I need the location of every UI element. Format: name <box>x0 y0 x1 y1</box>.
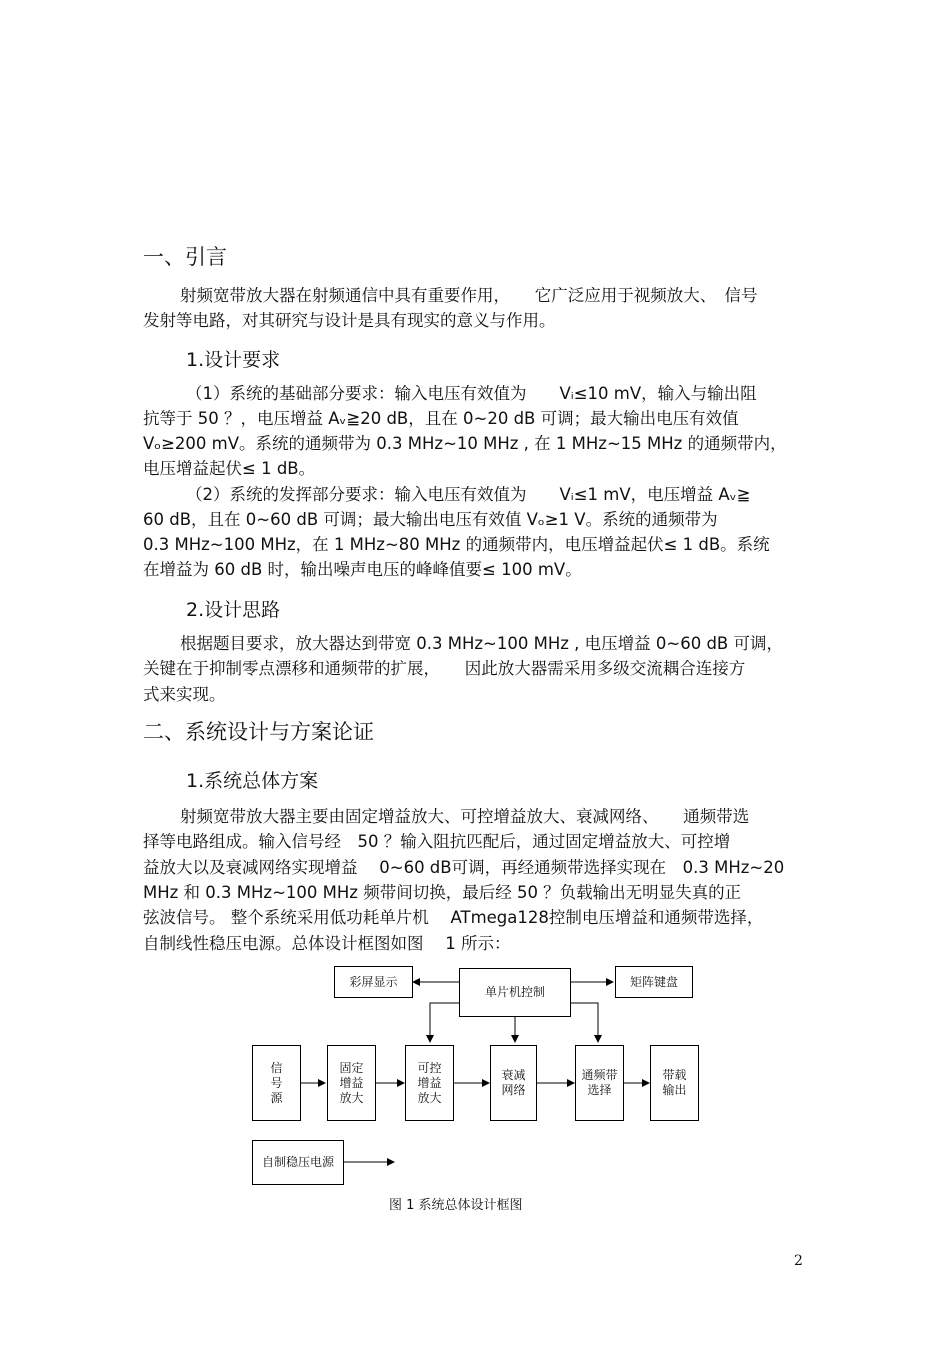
heading-requirements: 1.设计要求 <box>186 349 281 371</box>
box-fixed-gain-line: 放大 <box>339 1090 364 1105</box>
box-keyboard: 矩阵键盘 <box>615 966 693 998</box>
control-line-band <box>570 1003 598 1042</box>
box-load-output <box>650 1045 699 1121</box>
design-line-4: MHz 和 0.3 MHz~100 MHz 频带间切换，最后经 50 ？负载输出无明显失真的正 <box>143 883 742 902</box>
box-band-select-line: 通频带 <box>581 1068 618 1082</box>
box-controlled-gain-line: 增益 <box>417 1075 442 1090</box>
design-line-2: 择等电路组成。输入信号经 50 ？输入阻抗匹配后，通过固定增益放大、可控增 <box>143 832 731 851</box>
box-band-select-line: 选择 <box>587 1083 612 1097</box>
box-attenuation <box>490 1045 537 1121</box>
box-fixed-gain-line: 增益 <box>339 1075 364 1090</box>
heading-overall-scheme: 1.系统总体方案 <box>186 770 319 792</box>
box-controlled-gain <box>405 1045 454 1121</box>
heading-intro: 一、引言 <box>143 245 227 269</box>
heading-design-idea: 2.设计思路 <box>186 599 281 621</box>
design-line-6: 自制线性稳压电源。总体设计框图如图 1 所示： <box>143 934 511 953</box>
box-controlled-gain-line: 放大 <box>417 1090 442 1105</box>
intro-line-2: 发射等电路，对其研究与设计是具有现实的意义与作用。 <box>143 311 556 330</box>
box-signal-source-line: 信 <box>270 1060 283 1075</box>
req2-line-4: 在增益为 60 dB 时，输出噪声电压的峰峰值要≤ 100 mV。 <box>143 560 582 579</box>
box-fixed-gain <box>327 1045 376 1121</box>
box-fixed-gain-line: 固定 <box>339 1060 364 1075</box>
box-signal-source-line: 号 <box>270 1075 283 1090</box>
box-attenuation-line: 网络 <box>501 1083 526 1097</box>
box-power-supply: 自制稳压电源 <box>252 1140 344 1185</box>
control-line-fixed-gain <box>430 1003 459 1042</box>
box-signal-source-line: 源 <box>270 1090 283 1105</box>
box-load-output-line: 输出 <box>662 1083 687 1097</box>
box-band-select <box>575 1045 624 1121</box>
design-line-5: 弦波信号。 整个系统采用低功耗单片机 ATmega128控制电压增益和通频带选择， <box>143 908 764 927</box>
intro-line-1: 射频宽带放大器在射频通信中具有重要作用， 它广泛应用于视频放大、 信号 <box>180 286 758 305</box>
box-controlled-gain-line: 可控 <box>417 1060 442 1075</box>
req1-line-2: 抗等于 50 ？，电压增益 Aᵥ≧20 dB，且在 0~20 dB 可调；最大输出电压有效值 <box>143 409 739 428</box>
box-attenuation-line: 衰减 <box>501 1068 526 1082</box>
req1-line-1: （1）系统的基础部分要求：输入电压有效值为 Vᵢ≤10 mV，输入与输出阻 <box>186 384 757 403</box>
heading-system-design: 二、系统设计与方案论证 <box>143 720 374 744</box>
page-number: 2 <box>794 1253 803 1269</box>
box-signal-source <box>252 1045 301 1121</box>
idea-line-1: 根据题目要求，放大器达到带宽 0.3 MHz~100 MHz , 电压增益 0~60 dB 可调， <box>180 634 783 653</box>
box-mcu: 单片机控制 <box>459 968 571 1017</box>
design-line-3: 益放大以及衰减网络实现增益 0~60 dB可调，再经通频带选择实现在 0.3 MHz~20 <box>143 858 785 877</box>
req2-line-1: （2）系统的发挥部分要求：输入电压有效值为 Vᵢ≤1 mV，电压增益 Aᵥ≧ <box>186 485 751 504</box>
req1-line-4: 电压增益起伏≤ 1 dB。 <box>143 459 316 478</box>
req2-line-2: 60 dB，且在 0~60 dB 可调；最大输出电压有效值 Vₒ≥1 V。系统的通频带为 <box>143 510 718 529</box>
idea-line-3: 式来实现。 <box>143 685 226 704</box>
idea-line-2: 关键在于抑制零点漂移和通频带的扩展， 因此放大器需采用多级交流耦合连接方 <box>143 659 746 678</box>
figure-caption: 图 1 系统总体设计框图 <box>389 1198 523 1213</box>
box-display: 彩屏显示 <box>334 966 413 998</box>
req1-line-3: Vₒ≥200 mV。系统的通频带为 0.3 MHz~10 MHz , 在 1 MHz~15 MHz 的通频带内， <box>143 434 787 453</box>
design-line-1: 射频宽带放大器主要由固定增益放大、可控增益放大、衰减网络、 通频带选 <box>180 807 750 826</box>
box-load-output-line: 带载 <box>662 1068 687 1082</box>
req2-line-3: 0.3 MHz~100 MHz，在 1 MHz~80 MHz 的通频带内，电压增益起伏≤ 1 dB。系统 <box>143 535 770 554</box>
